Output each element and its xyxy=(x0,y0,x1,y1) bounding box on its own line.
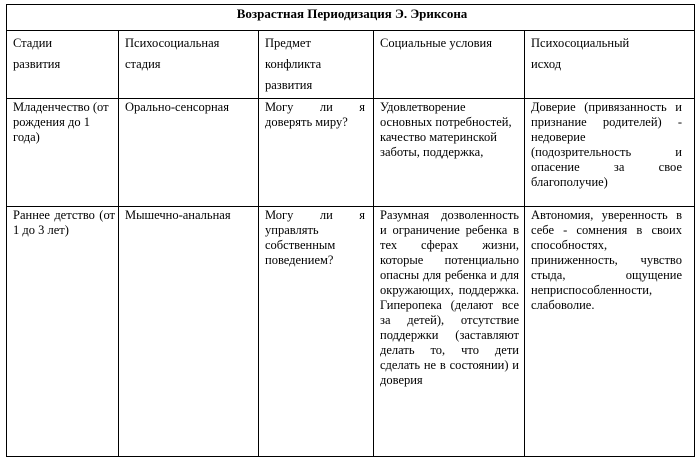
table-title-row xyxy=(7,5,695,31)
cell-conflict: Могу ли я доверять миру? xyxy=(259,99,374,207)
header-outcome: Психосоциальный исход xyxy=(525,31,695,99)
cell-conditions: Разумная дозволенность и ограничение ребенка в тех сферах жизни, которые потенциально опасны для ребенка и для окружающих, поддержка. Гиперопека (делают все за детей), отсутствие поддержки (заставляют делать то, что дети сделать не в состоянии) и доверия xyxy=(374,207,525,457)
table-title: Возрастная Периодизация Э. Эриксона xyxy=(7,5,695,31)
cell-stage: Младенчество (от рождения до 1 года) xyxy=(7,99,119,207)
cell-psychosocial-stage: Орально-сенсорная xyxy=(119,99,259,207)
cell-psychosocial-stage: Мышечно-анальная xyxy=(119,207,259,457)
table-header-row xyxy=(7,31,695,99)
cell-conditions: Удовлетворение основных потребностей, качество материнской заботы, поддержка, xyxy=(374,99,525,207)
cell-outcome: Автономия, уверенность в себе - сомнения в своих способностях, приниженность, чувство стыда, ощущение неприспособленности, слабоволие. xyxy=(525,207,695,457)
erikson-periodization-table xyxy=(6,4,695,457)
header-conditions: Социальные условия xyxy=(374,31,525,99)
cell-stage: Раннее детство (от 1 до 3 лет) xyxy=(7,207,119,457)
header-conflict: Предмет конфликта развития xyxy=(259,31,374,99)
table-row xyxy=(7,207,695,457)
table-row xyxy=(7,99,695,207)
header-psychosocial-stage: Психосоциальная стадия xyxy=(119,31,259,99)
cell-outcome: Доверие (привязанность и признание родителей) - недоверие (подозрительность и опасение за свое благополучие) xyxy=(525,99,695,207)
cell-conflict: Могу ли я управлять собственным поведением? xyxy=(259,207,374,457)
header-stage: Стадии развития xyxy=(7,31,119,99)
